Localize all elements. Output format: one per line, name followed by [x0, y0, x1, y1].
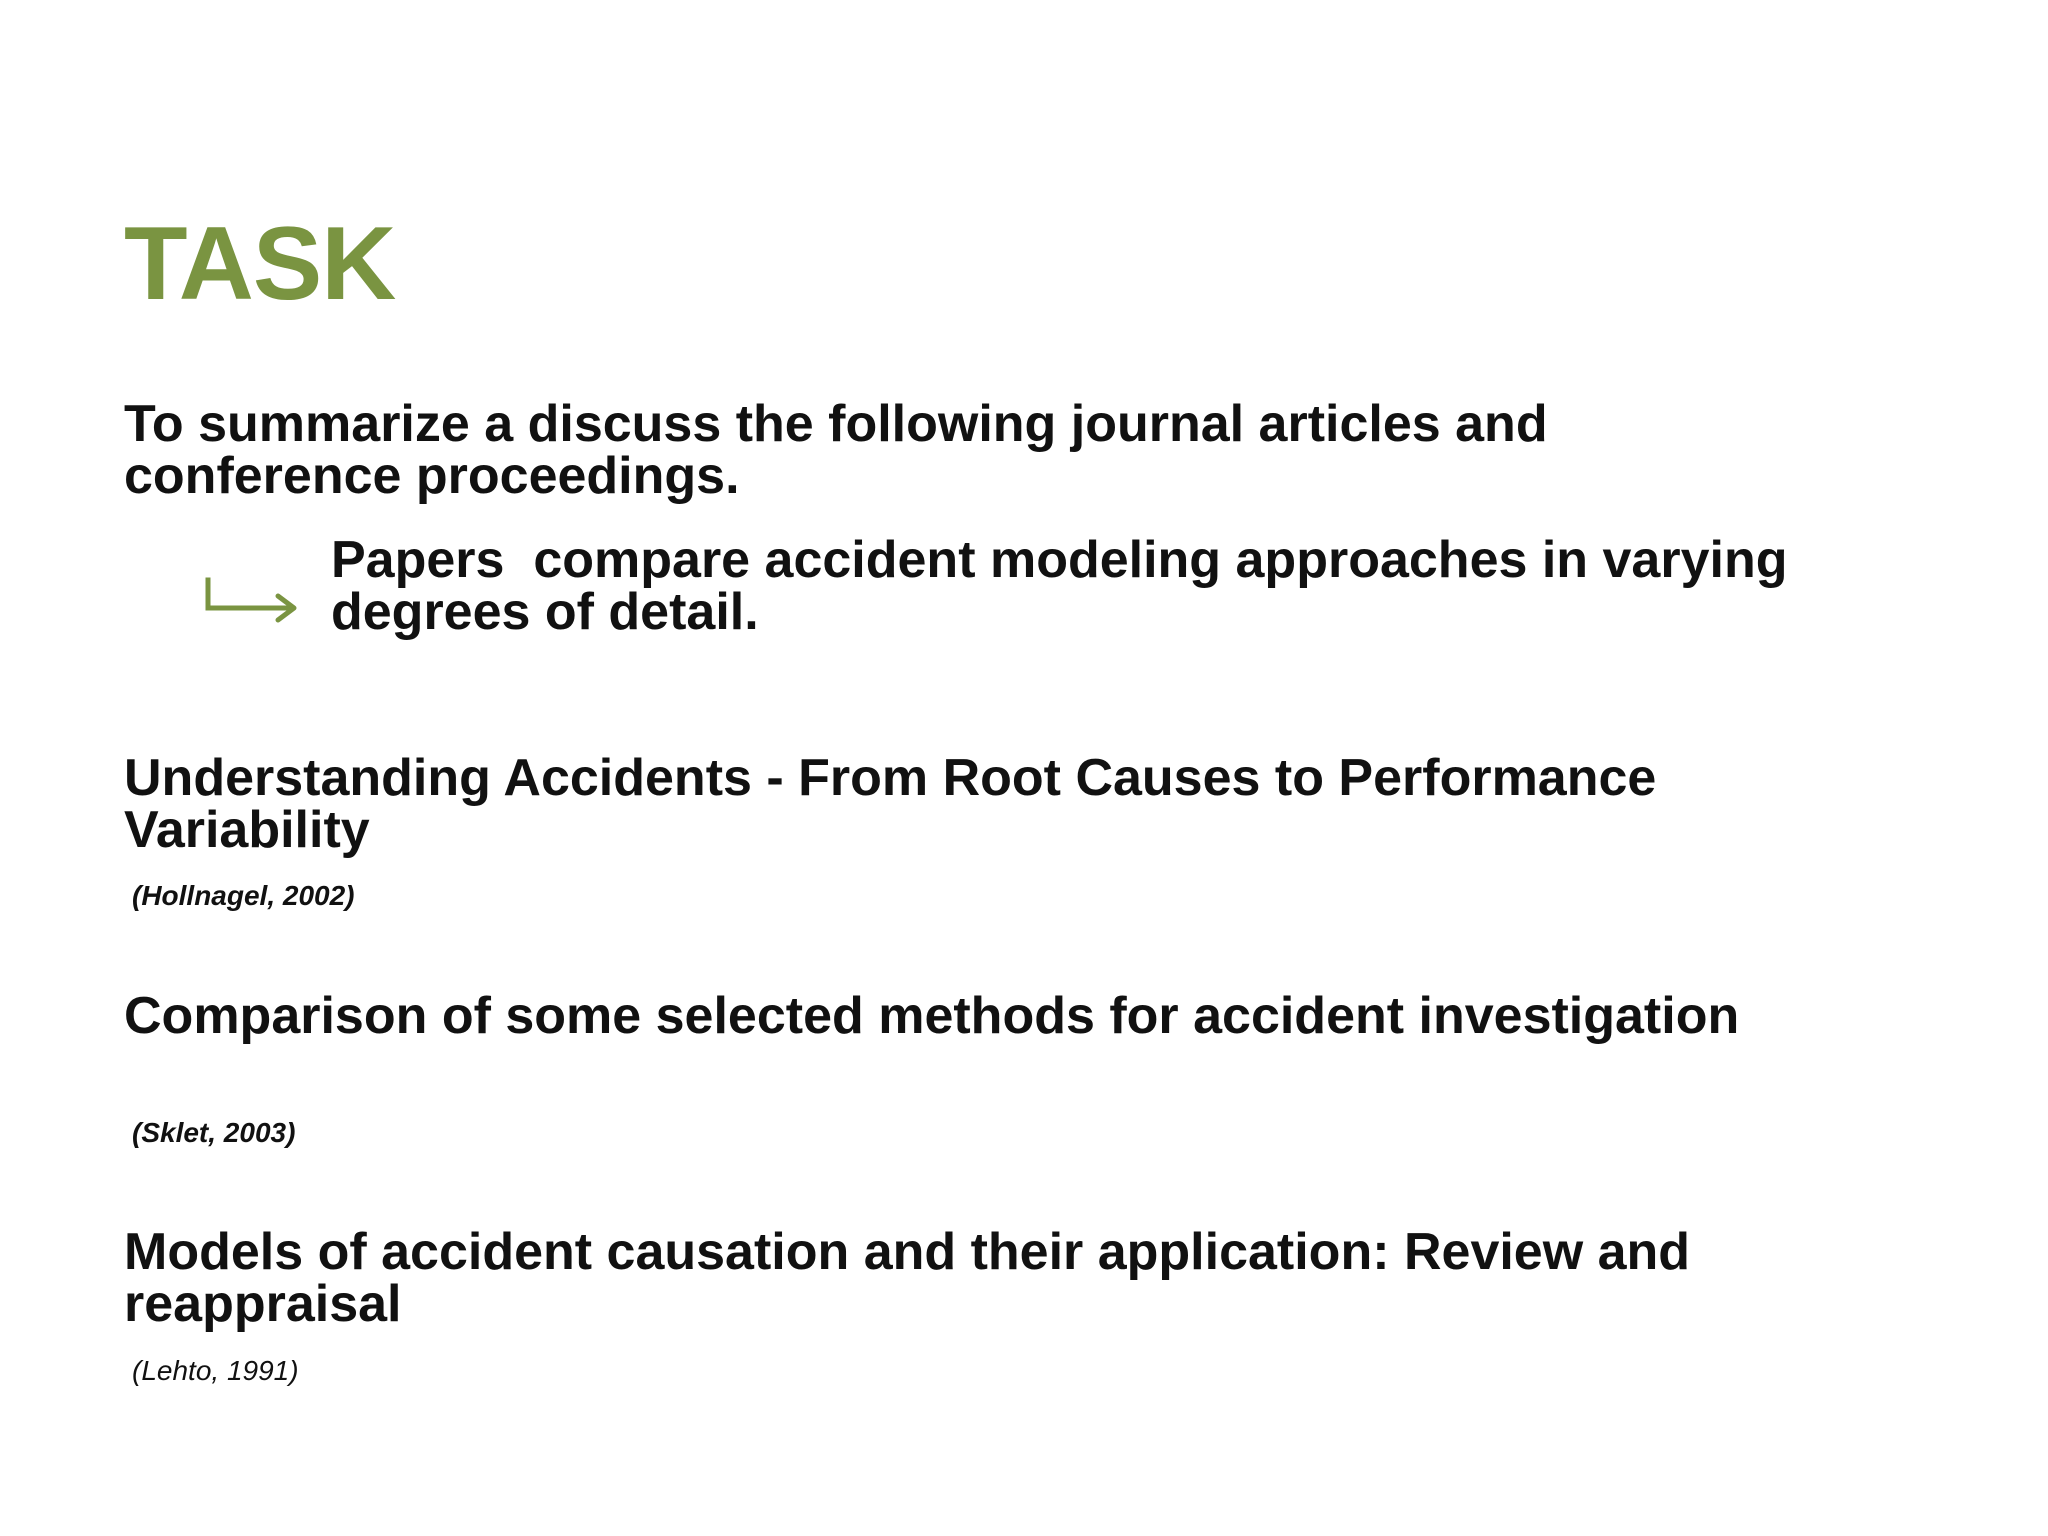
slide-title: TASK	[124, 206, 396, 322]
reference-title: Comparison of some selected methods for accident investigation	[124, 987, 1740, 1045]
arrow-down-right-icon	[200, 572, 304, 624]
reference-title: Models of accident causation and their application: Review and reappraisal	[124, 1223, 1691, 1333]
reference-title: Understanding Accidents - From Root Causes to Performance Variability	[124, 749, 1657, 859]
task-statement: To summarize a discuss the following journal articles and conference proceedings.	[124, 395, 1548, 505]
reference-citation: (Sklet, 2003)	[132, 1117, 296, 1148]
reference-citation: (Lehto, 1991)	[132, 1355, 299, 1386]
reference-citation: (Hollnagel, 2002)	[132, 880, 355, 911]
task-detail: Papers compare accident modeling approaches in varying degrees of detail.	[331, 531, 1802, 641]
